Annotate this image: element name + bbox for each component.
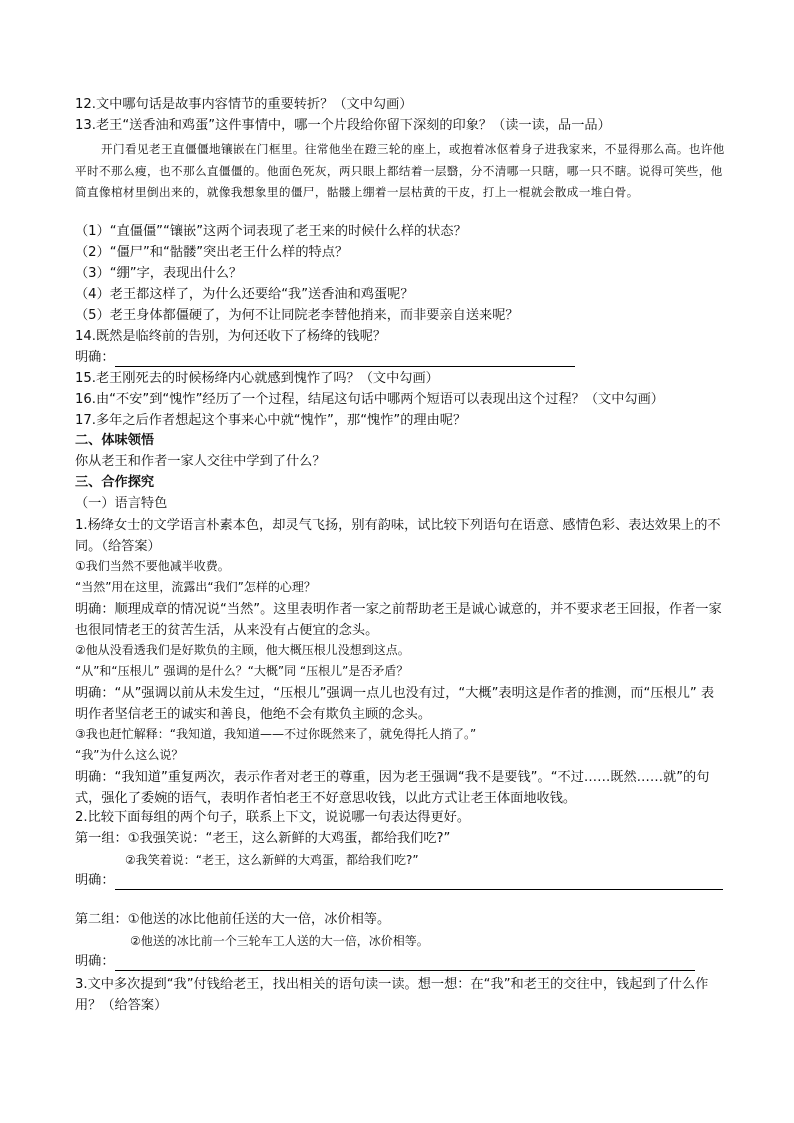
task-3: 3.文中多次提到“我”付钱给老王，找出相关的语句读一读。想一想：在“我”和老王的交往中，钱起到了什么作用？（给答案） (75, 977, 709, 1013)
section-heading-3: 三、合作探究 (75, 475, 155, 490)
compare-answer-1: 明确：顺理成章的情况说“当然”。这里表明作者一家之前帮助老王是诚心诚意的，并不要求老王回报，作者一家也很同情老王的贫苦生活，从来没有占便宜的念头。 (75, 602, 722, 638)
compare-question-2: “从”和“压根儿” 强调的是什么？“大概”同 “压根儿”是否矛盾？ (75, 664, 409, 678)
task-1: 1.杨绛女士的文学语言朴素本色，却灵气飞扬，别有韵味，试比较下列语句在语意、感情色彩、表达效果上的不同。（给答案） (75, 518, 721, 554)
sub-question-1: （1）“直僵僵”“镶嵌”这两个词表现了老王来的时候什么样的状态？ (75, 224, 467, 239)
compare-answer-2: 明确：“从”强调以前从未发生过，“压根儿”强调一点儿也没有过，“大概”表明这是作者的推测，而“压根儿” 表明作者坚信老王的诚实和善良，他绝不会有欺负主顾的念头。 (75, 686, 715, 722)
group-1-sentence-a: 第一组：①我强笑说：“老王，这么新鲜的大鸡蛋，都给我们吃?” (75, 831, 451, 846)
compare-question-1: “当然”用在这里，流露出“我们”怎样的心理？ (75, 580, 316, 594)
answer-line-2[interactable] (75, 872, 723, 890)
answer-blank[interactable] (115, 956, 695, 971)
answer-blank[interactable] (115, 352, 575, 367)
answer-label: 明确： (75, 873, 115, 888)
compare-sentence-1: ①我们当然不要他减半收费。 (75, 559, 230, 573)
answer-label: 明确： (75, 954, 115, 969)
compare-sentence-3: ③我也赶忙解释：“我知道，我知道——不过你既然来了，就免得托人捎了。” (75, 727, 477, 741)
sub-question-5: （5）老王身体都僵硬了，为何不让同院老李替他捎来，而非要亲自送来呢？ (75, 308, 519, 323)
compare-answer-3: 明确：“我知道”重复两次，表示作者对老王的尊重，因为老王强调“我不是要钱”。“不过……既然……就”的句式，强化了委婉的语气，表明作者怕老王不好意思收钱，以此方式让老王体面地收钱。 (75, 770, 710, 806)
section-2-question: 你从老王和作者一家人交往中学到了什么？ (75, 454, 326, 469)
answer-blank[interactable] (115, 875, 723, 890)
compare-question-3: “我”为什么这么说？ (75, 748, 184, 762)
subsection-heading: （一）语言特色 (75, 496, 168, 511)
compare-sentence-2: ②他从没看透我们是好欺负的主顾，他大概压根儿没想到这点。 (75, 643, 410, 657)
task-2: 2.比较下面每组的两个句子，联系上下文，说说哪一句表达得更好。 (75, 810, 471, 825)
question-14: 14.既然是临终前的告别，为何还收下了杨绛的钱呢？ (75, 329, 387, 344)
sub-question-4: （4）老王都这样了，为什么还要给“我”送香油和鸡蛋呢？ (75, 287, 414, 302)
sub-question-2: （2）“僵尸”和“骷髅”突出老王什么样的特点？ (75, 245, 349, 260)
group-2-sentence-a: 第二组：①他送的冰比他前任送的大一倍，冰价相等。 (75, 912, 391, 927)
group-2-sentence-b: ②他送的冰比前一个三轮车工人送的大一倍，冰价相等。 (130, 934, 429, 948)
question-12: 12.文中哪句话是故事内容情节的重要转折？（文中勾画） (75, 97, 413, 112)
question-13: 13.老王“送香油和鸡蛋”这件事情中，哪一个片段给你留下深刻的印象？（读一读，品一品） (75, 118, 611, 133)
question-15: 15.老王刚死去的时候杨绛内心就感到愧怍了吗？（文中勾画） (75, 371, 439, 386)
excerpt-paragraph: 开门看见老王直僵僵地镶嵌在门框里。往常他坐在蹬三轮的座上，或抱着冰伛着身子进我家来，不显得那么高。也许他平时不那么瘦，也不那么直僵僵的。他面色死灰，两只眼上都结着一层翳，分不清哪一只瞎，哪一只不瞎。说得可笑些，他简直像棺材里倒出来的，就像我想象里的僵尸，骷髅上绷着一层枯黄的干皮，打上一棍就会散成一堆白骨。 (75, 142, 725, 199)
answer-label: 明确： (75, 350, 115, 365)
question-17: 17.多年之后作者想起这个事来心中就“愧怍”，那“愧怍”的理由呢？ (75, 413, 467, 428)
question-16: 16.由“不安”到“愧怍”经历了一个过程，结尾这句话中哪两个短语可以表现出这个过程？（文中勾画） (75, 392, 664, 407)
answer-line-3[interactable] (75, 953, 695, 971)
answer-line-1[interactable] (75, 349, 575, 367)
group-1-sentence-b: ②我笑着说：“老王，这么新鲜的大鸡蛋，都给我们吃?” (125, 853, 419, 867)
section-heading-2: 二、体味领悟 (75, 433, 155, 448)
sub-question-3: （3）“绷”字，表现出什么？ (75, 266, 243, 281)
